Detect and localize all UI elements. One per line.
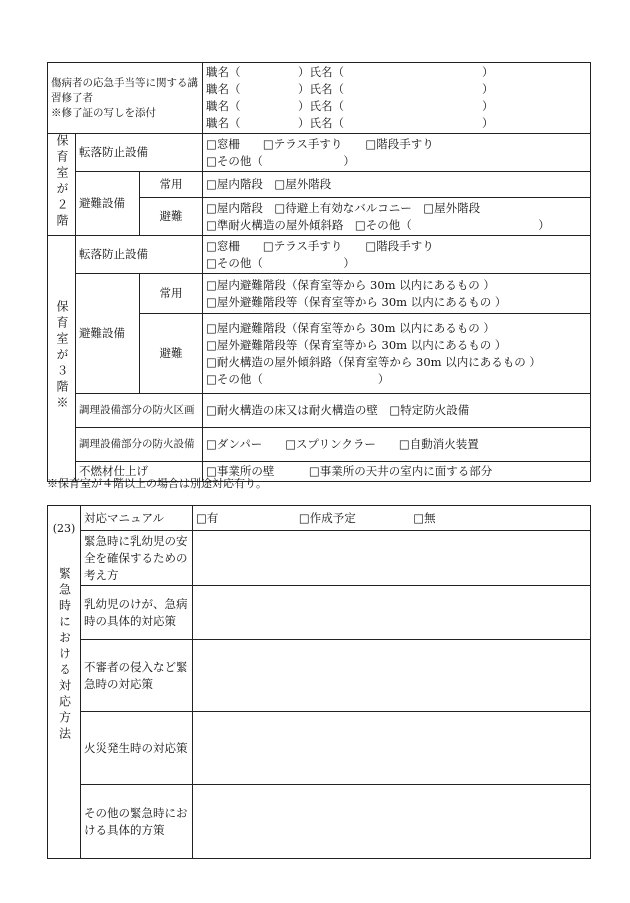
nonflam-label: 不燃材仕上げ bbox=[76, 462, 203, 482]
option-line[interactable]: □屋内階段 □待避上有効なバルコニー □屋外階段 bbox=[206, 200, 481, 215]
lecture-label: 傷病者の応急手当等に関する講習修了者 ※修了証の写しを添付 bbox=[48, 63, 203, 134]
nonflam-options[interactable]: □事業所の壁 □事業所の天井の室内に面する部分 bbox=[203, 462, 591, 482]
row-value[interactable] bbox=[193, 586, 591, 640]
lecture-line[interactable]: 職名（ ）氏名（ ） bbox=[206, 116, 494, 130]
option-line[interactable]: □屋外避難階段等（保育室等から 30m 以内にあるもの ） bbox=[206, 337, 507, 352]
row-value[interactable] bbox=[193, 640, 591, 712]
manual-label: 対応マニュアル bbox=[81, 506, 193, 531]
option-line[interactable]: □屋内避難階段（保育室等から 30m 以内にあるもの ） bbox=[206, 320, 495, 335]
emergency-section-label bbox=[48, 506, 81, 859]
floor3-normal-options[interactable] bbox=[203, 274, 591, 314]
option-line[interactable]: □その他（ ） bbox=[206, 255, 355, 270]
row-label: その他の緊急時における具体的方策 bbox=[81, 785, 193, 859]
emergency-table bbox=[47, 505, 591, 859]
floor3-evac-sub-label: 避難 bbox=[140, 314, 203, 394]
option-line[interactable]: □窓柵 □テラス手すり □階段手すり bbox=[206, 238, 434, 253]
cook-equip-options[interactable]: □ダンパー □スプリンクラー □自動消火装置 bbox=[203, 428, 591, 462]
floor3-fall-label: 転落防止設備 bbox=[76, 236, 203, 274]
row-value[interactable] bbox=[193, 785, 591, 859]
row-value[interactable] bbox=[193, 531, 591, 586]
option-line[interactable]: □耐火構造の屋外傾斜路（保育室等から 30m 以内にあるもの ） bbox=[206, 354, 541, 369]
section-title: 緊急時における対応方法 bbox=[57, 567, 72, 743]
manual-options[interactable]: □有 □作成予定 □無 bbox=[193, 506, 591, 531]
option-line[interactable]: □屋内階段 □屋外階段 bbox=[206, 177, 332, 191]
floor3-evac-options[interactable] bbox=[203, 314, 591, 394]
floor2-evac-label: 避難設備 bbox=[76, 172, 140, 236]
floor2-fall-label: 転落防止設備 bbox=[76, 134, 203, 172]
lecture-line[interactable]: 職名（ ）氏名（ ） bbox=[206, 99, 494, 113]
floor2-normal-options[interactable] bbox=[203, 172, 591, 198]
floor2-normal-label: 常用 bbox=[140, 172, 203, 198]
option-line[interactable]: □その他（ ） bbox=[206, 371, 390, 386]
lecture-entries[interactable] bbox=[203, 63, 591, 134]
lecture-line[interactable]: 職名（ ）氏名（ ） bbox=[206, 65, 494, 79]
floor2-evac-sub-label: 避難 bbox=[140, 198, 203, 236]
floor2-label: 保育室が２階 bbox=[48, 134, 76, 236]
lecture-line[interactable]: 職名（ ）氏名（ ） bbox=[206, 82, 494, 96]
facility-table bbox=[47, 62, 591, 482]
option-line[interactable]: □準耐火構造の屋外傾斜路 □その他（ ） bbox=[206, 217, 550, 232]
cook-fire-label: 調理設備部分の防火区画 bbox=[76, 394, 203, 428]
row-label: 緊急時に乳幼児の安全を確保するための考え方 bbox=[81, 531, 193, 586]
floor-note: ※保育室が４階以上の場合は別途対応有り。 bbox=[47, 477, 267, 490]
floor3-normal-label: 常用 bbox=[140, 274, 203, 314]
section-number: (23) bbox=[52, 522, 76, 535]
option-line[interactable]: □その他（ ） bbox=[206, 153, 355, 168]
row-value[interactable] bbox=[193, 712, 591, 785]
row-label: 乳幼児のけが、急病時の具体的対応策 bbox=[81, 586, 193, 640]
row-label: 不審者の侵入など緊急時の対応策 bbox=[81, 640, 193, 712]
option-line[interactable]: □屋外避難階段等（保育室等から 30m 以内にあるもの ） bbox=[206, 294, 507, 309]
cook-fire-options[interactable]: □耐火構造の床又は耐火構造の壁 □特定防火設備 bbox=[203, 394, 591, 428]
row-label: 火災発生時の対応策 bbox=[81, 712, 193, 785]
cook-equip-label: 調理設備部分の防火設備 bbox=[76, 428, 203, 462]
floor3-fall-options[interactable] bbox=[203, 236, 591, 274]
floor2-fall-options[interactable] bbox=[203, 134, 591, 172]
option-line[interactable]: □窓柵 □テラス手すり □階段手すり bbox=[206, 136, 434, 151]
floor2-evac-options[interactable] bbox=[203, 198, 591, 236]
option-line[interactable]: □屋内避難階段（保育室等から 30m 以内にあるもの ） bbox=[206, 277, 495, 292]
floor3-label: 保育室が３階※ bbox=[48, 236, 76, 482]
floor3-evac-label: 避難設備 bbox=[76, 274, 140, 394]
